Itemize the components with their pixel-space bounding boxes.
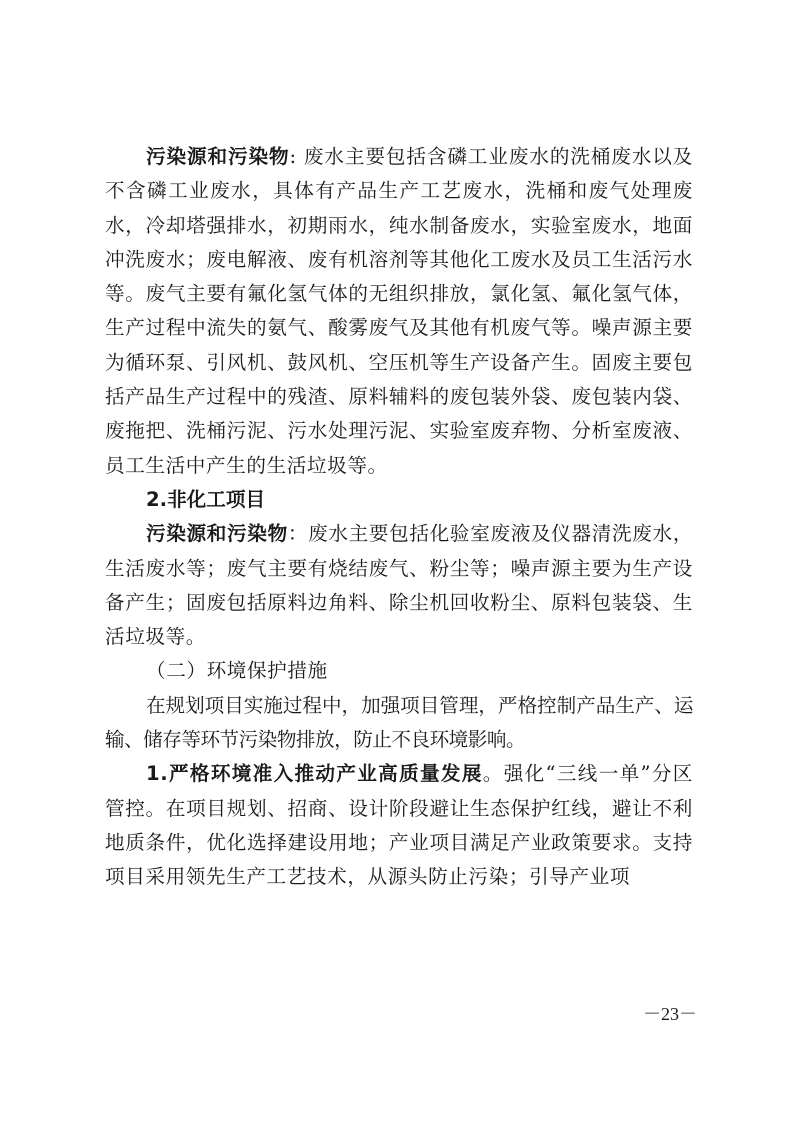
paragraph-lead: 污染源和污染物 <box>146 145 290 168</box>
page-number: －23－ <box>643 1004 697 1024</box>
paragraph-non-chemical-pollution <box>105 517 693 654</box>
paragraph-text: 。强化“三线一单”分区管控。在项目规划、招商、设计阶段避让生态保护红线，避让不利地质条件，优化选择建设用地；产业项目满足产业政策要求。支持项目采用领先生产工艺技术，从源头防止污染；引导产业项 <box>105 762 694 889</box>
paragraph-lead: 污染源和污染物 <box>146 522 288 546</box>
paragraph-text: 在规划项目实施过程中，加强项目管理，严格控制产品生产、运输、储存等环节污染物排放，防止不良环境影响。 <box>105 693 693 752</box>
paragraph-project-management <box>105 689 693 758</box>
paragraph-text: : 废水主要包括含磷工业废水的洗桶废水以及不含磷工业废水，具体有产品生产工艺废水，洗桶和废气处理废水，冷却塔强排水，初期雨水，纯水制备废水，实验室废水，地面冲洗废水；废电解液、废有机溶剂等其他化工废水及员工生活污水等。废气主要有氟化氢气体的无组织排放，氯化氢、氟化氢气体，生产过程中流失的氨气、酸雾废气及其他有机废气等。噪声源主要为循环泵、引风机、鼓风机、空压机等生产设备产生。固废主要包括产品生产过程中的残渣、原料辅料的废包装外袋、废包装内袋、废拖把、洗桶污泥、污水处理污泥、实验室废弃物、分析室废液、员工生活中产生的生活垃圾等。 <box>105 145 693 477</box>
paragraph-text: ：废水主要包括化验室废液及仪器清洗废水，生活废水等；废气主要有烧结废气、粉尘等；噪声源主要为生产设备产生；固废包括原料边角料、除尘机回收粉尘、原料包装袋、生活垃圾等。 <box>105 522 694 649</box>
paragraph-lead: 1.严格环境准入推动产业高质量发展 <box>146 762 483 786</box>
paragraph-environmental-access <box>105 757 693 894</box>
paragraph-pollution-sources <box>105 140 693 483</box>
section-heading-environmental-measures: （二）环境保护措施 <box>146 659 328 683</box>
section-heading-non-chemical: 2.非化工项目 <box>146 487 266 511</box>
document-body <box>105 140 693 895</box>
